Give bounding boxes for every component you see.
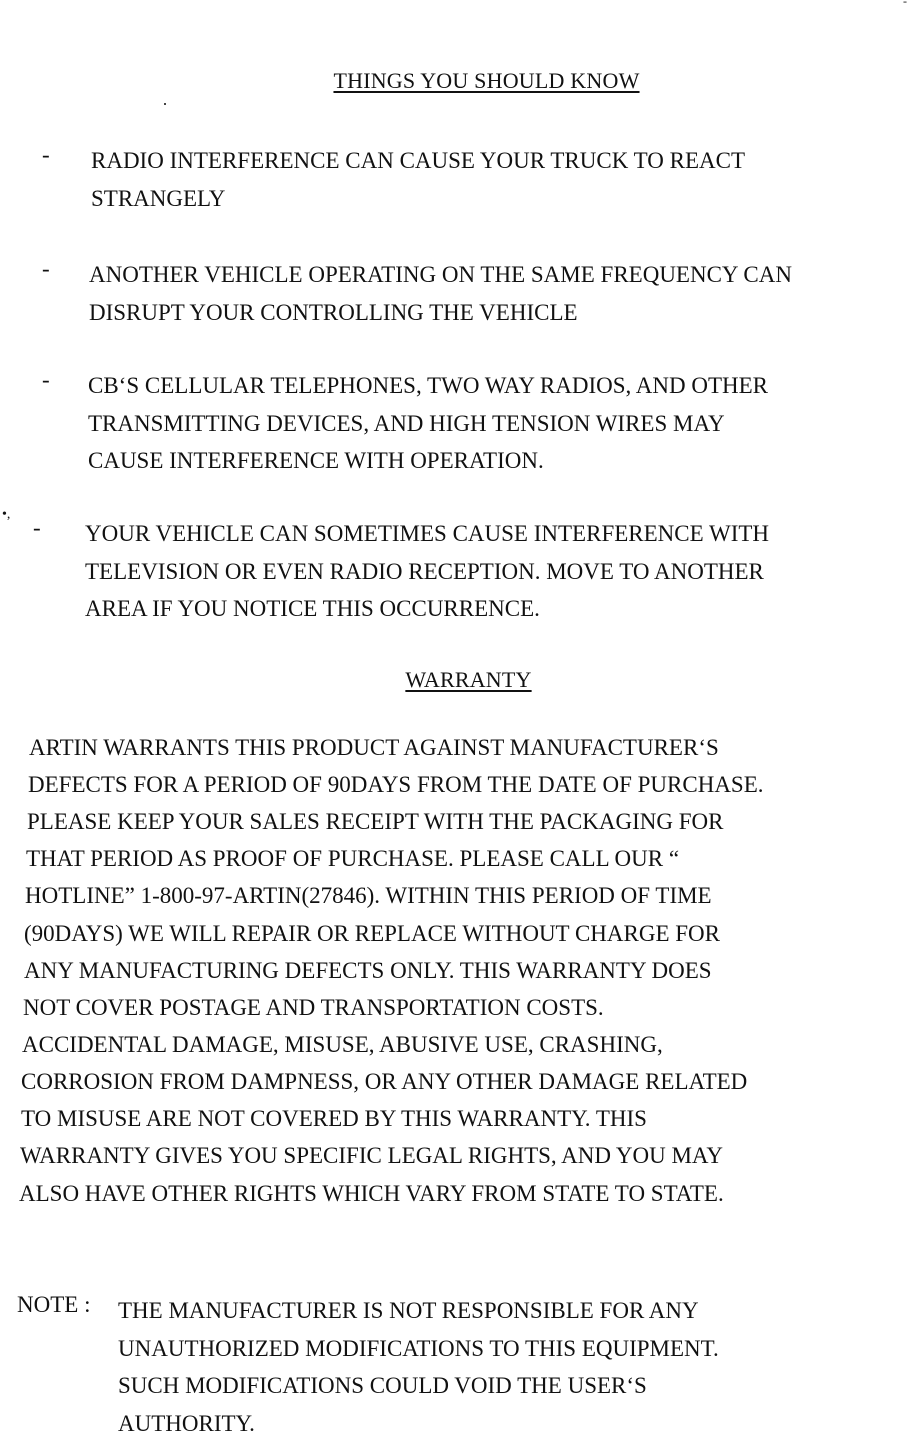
list-item-line: YOUR VEHICLE CAN SOMETIMES CAUSE INTERFERENCE WITH: [85, 515, 769, 553]
warranty-line: ACCIDENTAL DAMAGE, MISUSE, ABUSIVE USE, CRASHING,: [22, 1032, 663, 1058]
warranty-heading: WARRANTY: [12, 667, 913, 693]
stray-mark: •,: [2, 508, 10, 522]
list-item-line: DISRUPT YOUR CONTROLLING THE VEHICLE: [89, 294, 792, 332]
list-item-text: [88, 367, 768, 480]
note-label: NOTE :: [17, 1292, 90, 1318]
warranty-line: CORROSION FROM DAMPNESS, OR ANY OTHER DAMAGE RELATED: [21, 1069, 747, 1095]
things-you-should-know-heading: THINGS YOU SHOULD KNOW: [30, 68, 913, 94]
list-item-line: ANOTHER VEHICLE OPERATING ON THE SAME FREQUENCY CAN: [89, 256, 792, 294]
list-item-line: CAUSE INTERFERENCE WITH OPERATION.: [88, 442, 768, 480]
warranty-line: THAT PERIOD AS PROOF OF PURCHASE. PLEASE CALL OUR “: [26, 846, 679, 872]
list-bullet: -: [42, 256, 62, 282]
list-item-line: TRANSMITTING DEVICES, AND HIGH TENSION WIRES MAY: [88, 405, 768, 443]
list-item-line: AREA IF YOU NOTICE THIS OCCURRENCE.: [85, 590, 769, 628]
scan-speck: [164, 103, 166, 105]
warranty-line: WARRANTY GIVES YOU SPECIFIC LEGAL RIGHTS, AND YOU MAY: [20, 1143, 723, 1169]
list-item-line: RADIO INTERFERENCE CAN CAUSE YOUR TRUCK TO REACT: [91, 142, 745, 180]
list-item-line: CB‘S CELLULAR TELEPHONES, TWO WAY RADIOS, AND OTHER: [88, 367, 768, 405]
note-line: SUCH MODIFICATIONS COULD VOID THE USER‘S: [118, 1367, 719, 1405]
list-bullet: -: [42, 142, 62, 168]
warranty-line: TO MISUSE ARE NOT COVERED BY THIS WARRANTY. THIS: [21, 1106, 647, 1132]
warranty-line: DEFECTS FOR A PERIOD OF 90DAYS FROM THE DATE OF PURCHASE.: [28, 772, 764, 798]
list-item-line: STRANGELY: [91, 180, 745, 218]
note-line: THE MANUFACTURER IS NOT RESPONSIBLE FOR ANY: [118, 1292, 719, 1330]
list-item-line: TELEVISION OR EVEN RADIO RECEPTION. MOVE TO ANOTHER: [85, 553, 769, 591]
list-bullet: -: [33, 515, 53, 541]
warranty-line: NOT COVER POSTAGE AND TRANSPORTATION COSTS.: [23, 995, 604, 1021]
warranty-line: PLEASE KEEP YOUR SALES RECEIPT WITH THE PACKAGING FOR: [27, 809, 723, 835]
warranty-line: (90DAYS) WE WILL REPAIR OR REPLACE WITHOUT CHARGE FOR: [24, 921, 720, 947]
note-text: [118, 1292, 719, 1442]
list-item-text: [91, 142, 745, 217]
note-line: AUTHORITY.: [118, 1405, 719, 1442]
list-item-text: [89, 256, 792, 331]
corner-mark: -: [903, 0, 907, 9]
list-item-text: [85, 515, 769, 628]
warranty-line: HOTLINE” 1-800-97-ARTIN(27846). WITHIN THIS PERIOD OF TIME: [25, 883, 712, 909]
warranty-line: ANY MANUFACTURING DEFECTS ONLY. THIS WARRANTY DOES: [24, 958, 712, 984]
warranty-line: ALSO HAVE OTHER RIGHTS WHICH VARY FROM STATE TO STATE.: [19, 1181, 724, 1207]
list-bullet: -: [42, 367, 62, 393]
note-line: UNAUTHORIZED MODIFICATIONS TO THIS EQUIPMENT.: [118, 1330, 719, 1368]
warranty-line: ARTIN WARRANTS THIS PRODUCT AGAINST MANUFACTURER‘S: [29, 735, 719, 761]
